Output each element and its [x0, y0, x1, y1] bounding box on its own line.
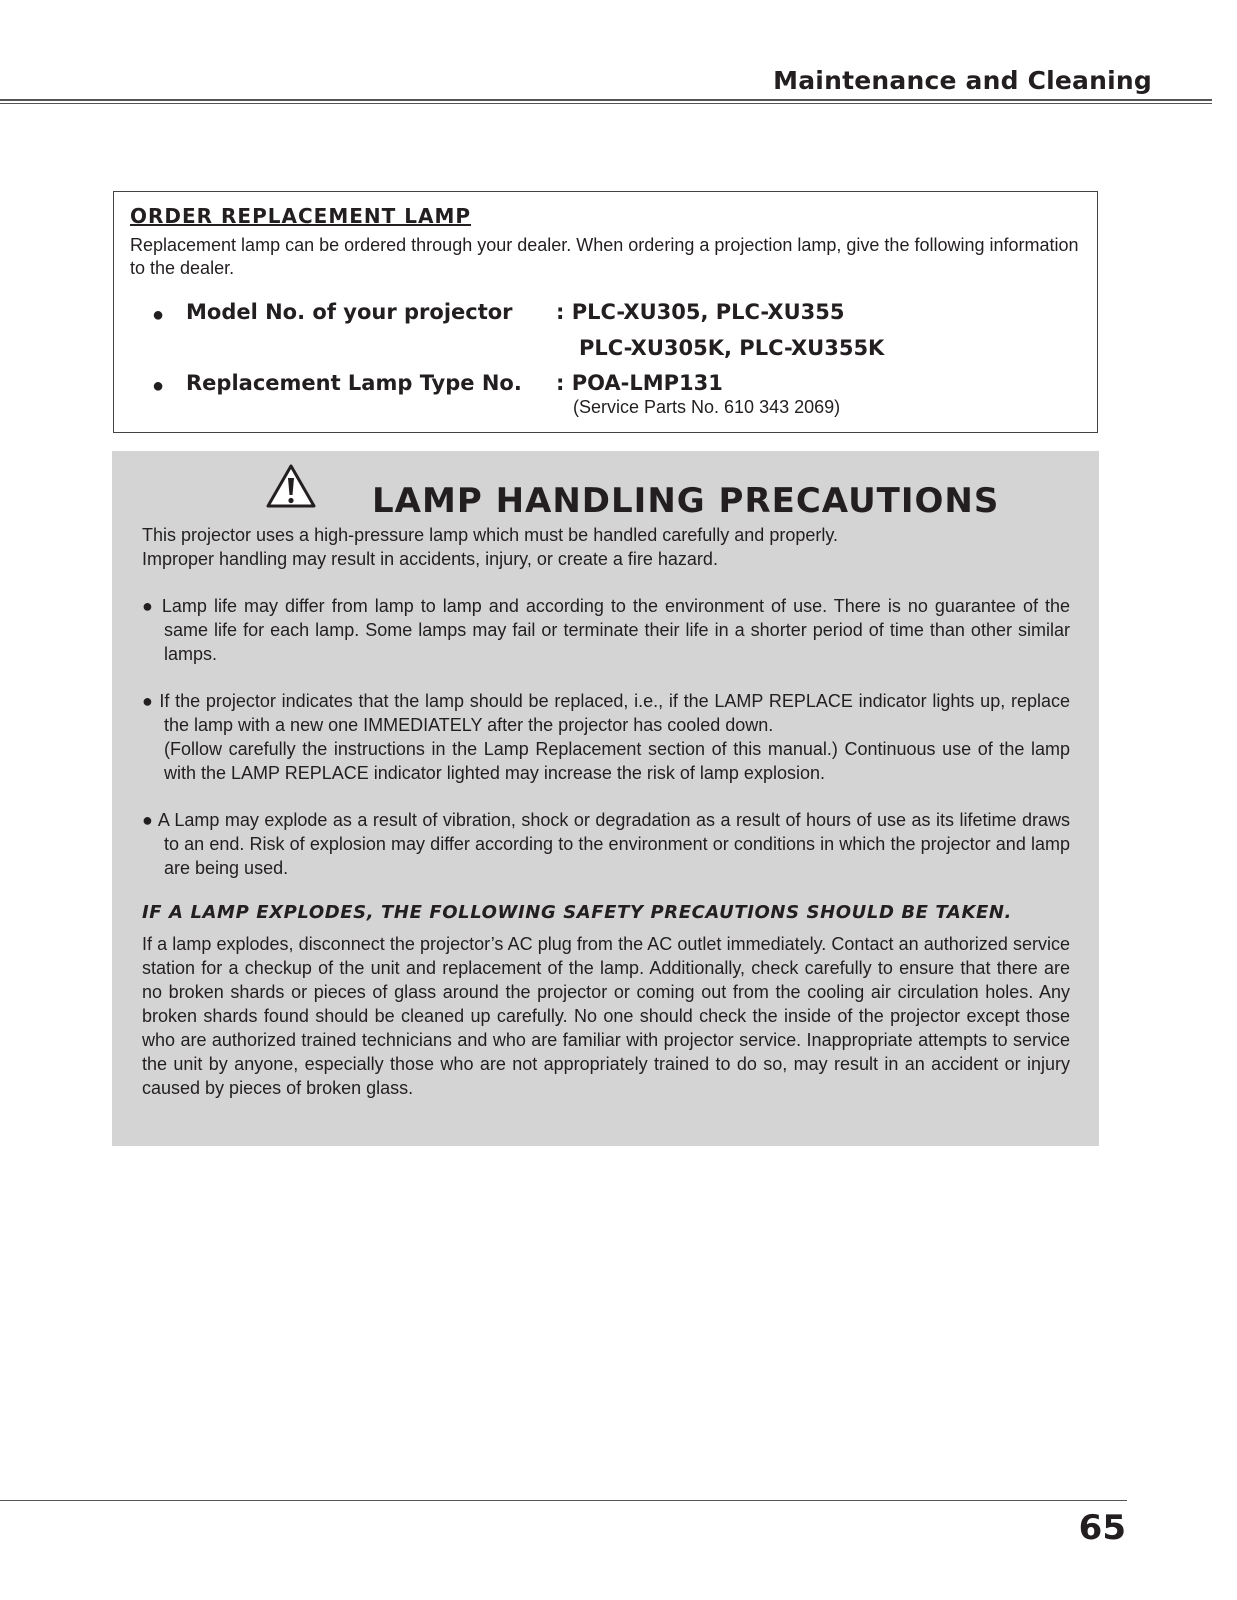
- precaution-bullet-lamp-life: ● Lamp life may differ from lamp to lamp and according to the environment of use. There is no guarantee of the same life for each lamp. Some lamps may fail or terminate their life in a shorter period of time than other similar lamps.: [142, 596, 1070, 664]
- order-replacement-lamp-box: [113, 191, 1098, 433]
- lamp-handling-precautions-panel: [112, 451, 1099, 1146]
- precautions-intro-1: This projector uses a high-pressure lamp which must be handled carefully and properly.: [142, 525, 839, 545]
- order-title: ORDER REPLACEMENT LAMP: [130, 204, 472, 228]
- page-number: 65: [1078, 1508, 1126, 1548]
- model-label: Model No. of your projector: [186, 300, 513, 324]
- model-value-1: : PLC-XU305, PLC-XU355: [556, 300, 845, 324]
- precaution-bullet-replace-note: (Follow carefully the instructions in the Lamp Replacement section of this manual.) Continuous use of the lamp with the LAMP REPLACE indicator lighted may increase the risk of lamp explosion.: [164, 739, 1070, 783]
- order-intro: Replacement lamp can be ordered through your dealer. When ordering a projection lamp, give the following information to the dealer.: [130, 235, 1079, 278]
- explosion-safety-heading: IF A LAMP EXPLODES, THE FOLLOWING SAFETY PRECAUTIONS SHOULD BE TAKEN.: [142, 902, 1012, 923]
- model-value-2: PLC-XU305K, PLC-XU355K: [579, 336, 885, 360]
- header-rule-thin: [0, 103, 1212, 104]
- header-rule-thick: [0, 99, 1212, 101]
- explosion-safety-text: If a lamp explodes, disconnect the projector’s AC plug from the AC outlet immediately. Contact an authorized service station for a checkup of the unit and replacement of the lamp. Additionally, check carefully to ensure that there are no broken shards or pieces of glass around the projector or coming out from the cooling air circulation holes. Any broken shards found should be cleaned up carefully. No one should check the inside of the projector except those who are authorized trained technicians and who are familiar with projector service. Inappropriate attempts to service the unit by anyone, especially those who are not appropriately trained to do so, may result in an accident or injury caused by pieces of broken glass.: [142, 934, 1070, 1098]
- precautions-title: LAMP HANDLING PRECAUTIONS: [372, 481, 1000, 521]
- precaution-bullet-explosion: ● A Lamp may explode as a result of vibration, shock or degradation as a result of hours of use as its lifetime draws to an end. Risk of explosion may differ according to the environment or conditions in which the projector and lamp are being used.: [142, 810, 1070, 878]
- footer-rule: [0, 1500, 1127, 1501]
- precautions-intro-2: Improper handling may result in accidents, injury, or create a fire hazard.: [142, 549, 718, 569]
- page-header-title: Maintenance and Cleaning: [773, 66, 1152, 95]
- lamp-type-label: Replacement Lamp Type No.: [186, 371, 522, 395]
- bullet-dot-icon: ●: [152, 304, 165, 326]
- lamp-type-value: : POA-LMP131: [556, 371, 723, 395]
- service-parts-number: (Service Parts No. 610 343 2069): [573, 397, 841, 417]
- precaution-bullet-replace: ● If the projector indicates that the lamp should be replaced, i.e., if the LAMP REPLACE indicator lights up, replace the lamp with a new one IMMEDIATELY after the projector has cooled down.: [142, 691, 1070, 735]
- warning-triangle-icon: [265, 463, 317, 509]
- bullet-dot-icon: ●: [152, 375, 165, 397]
